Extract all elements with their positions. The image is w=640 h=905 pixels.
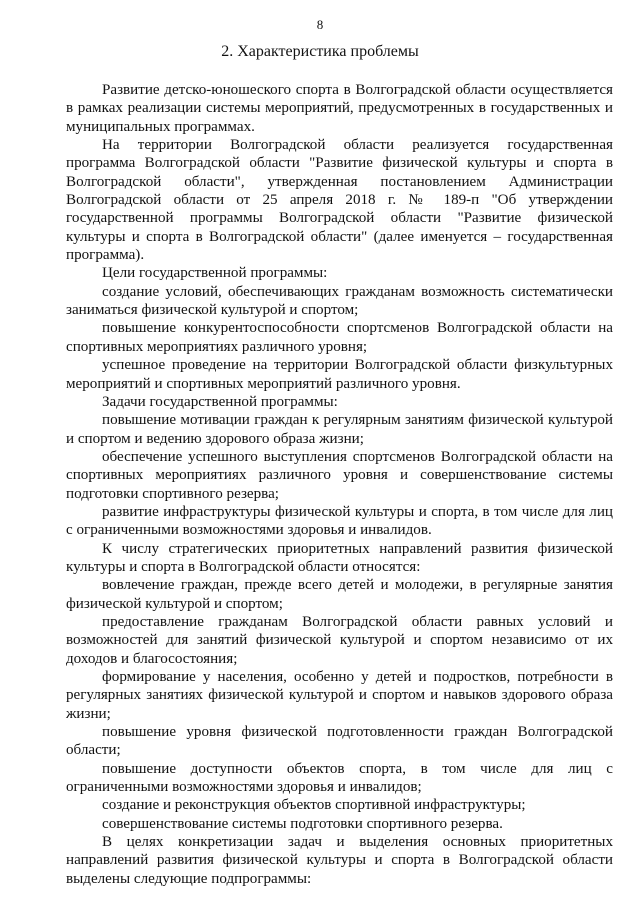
list-item-task: обеспечение успешного выступления спортсменов Волгоградской области на спортивных мероприятиях различного уровня и совершенствование системы подготовки спортивного резерва; <box>66 448 613 502</box>
paragraph-tasks-heading: Задачи государственной программы: <box>102 393 338 410</box>
list-item-task: повышение мотивации граждан к регулярным занятиям физической культурой и спортом и ведению здорового образа жизни; <box>66 412 613 447</box>
document-body <box>66 81 613 888</box>
paragraph-subprograms: В целях конкретизации задач и выделения основных приоритетных направлений развития физической культуры и спорта в Волгоградской области выделены следующие подпрограммы: <box>66 834 613 887</box>
list-item-priority: вовлечение граждан, прежде всего детей и молодежи, в регулярные занятия физической культурой и спортом; <box>66 577 613 612</box>
list-item-priority: совершенствование системы подготовки спортивного резерва. <box>102 815 503 832</box>
paragraph-state-program: На территории Волгоградской области реализуется государственная программа Волгоградской области "Развитие физической культуры и спорта в Волгоградской области", утвержденная постановлением Администрации Волгоградской области от 25 апреля 2018 г. № 189-п "Об утверждении государственной программы Волгоградской области "Развитие физической культуры и спорта в Волгоградской области" (далее именуется – государственная программа). <box>66 137 613 264</box>
list-item-priority: формирование у населения, особенно у детей и подростков, потребности в регулярных занятиях физической культурой и спортом и навыков здорового образа жизни; <box>66 669 613 722</box>
list-item-priority: повышение доступности объектов спорта, в том числе для лиц с ограниченными возможностями здоровья и инвалидов; <box>66 760 613 796</box>
paragraph-intro: Развитие детско-юношеского спорта в Волгоградской области осуществляется в рамках реализации системы мероприятий, предусмотренных в государственных и муниципальных программах. <box>66 82 613 135</box>
list-item-task: развитие инфраструктуры физической культуры и спорта, в том числе для лиц с ограниченными возможностями здоровья и инвалидов. <box>66 503 613 539</box>
list-item-goal: успешное проведение на территории Волгоградской области физкультурных мероприятий и спортивных мероприятий различного уровня. <box>66 357 613 392</box>
page-number: 8 <box>316 17 324 32</box>
list-item-goal: повышение конкурентоспособности спортсменов Волгоградской области на спортивных мероприятиях различного уровня; <box>66 320 613 355</box>
list-item-priority: создание и реконструкция объектов спортивной инфраструктуры; <box>102 797 526 814</box>
section-title: 2. Характеристика проблемы <box>221 43 419 60</box>
list-item-priority: повышение уровня физической подготовленности граждан Волгоградской области; <box>66 724 613 759</box>
paragraph-priorities-heading: К числу стратегических приоритетных направлений развития физической культуры и спорта в Волгоградской области относятся: <box>66 540 613 575</box>
list-item-goal: создание условий, обеспечивающих гражданам возможность систематически заниматься физической культурой и спортом; <box>66 283 613 319</box>
paragraph-goals-heading: Цели государственной программы: <box>102 265 328 282</box>
list-item-priority: предоставление гражданам Волгоградской области равных условий и возможностей для занятий физической культурой и спортом независимо от их доходов и благосостояния; <box>66 613 613 667</box>
